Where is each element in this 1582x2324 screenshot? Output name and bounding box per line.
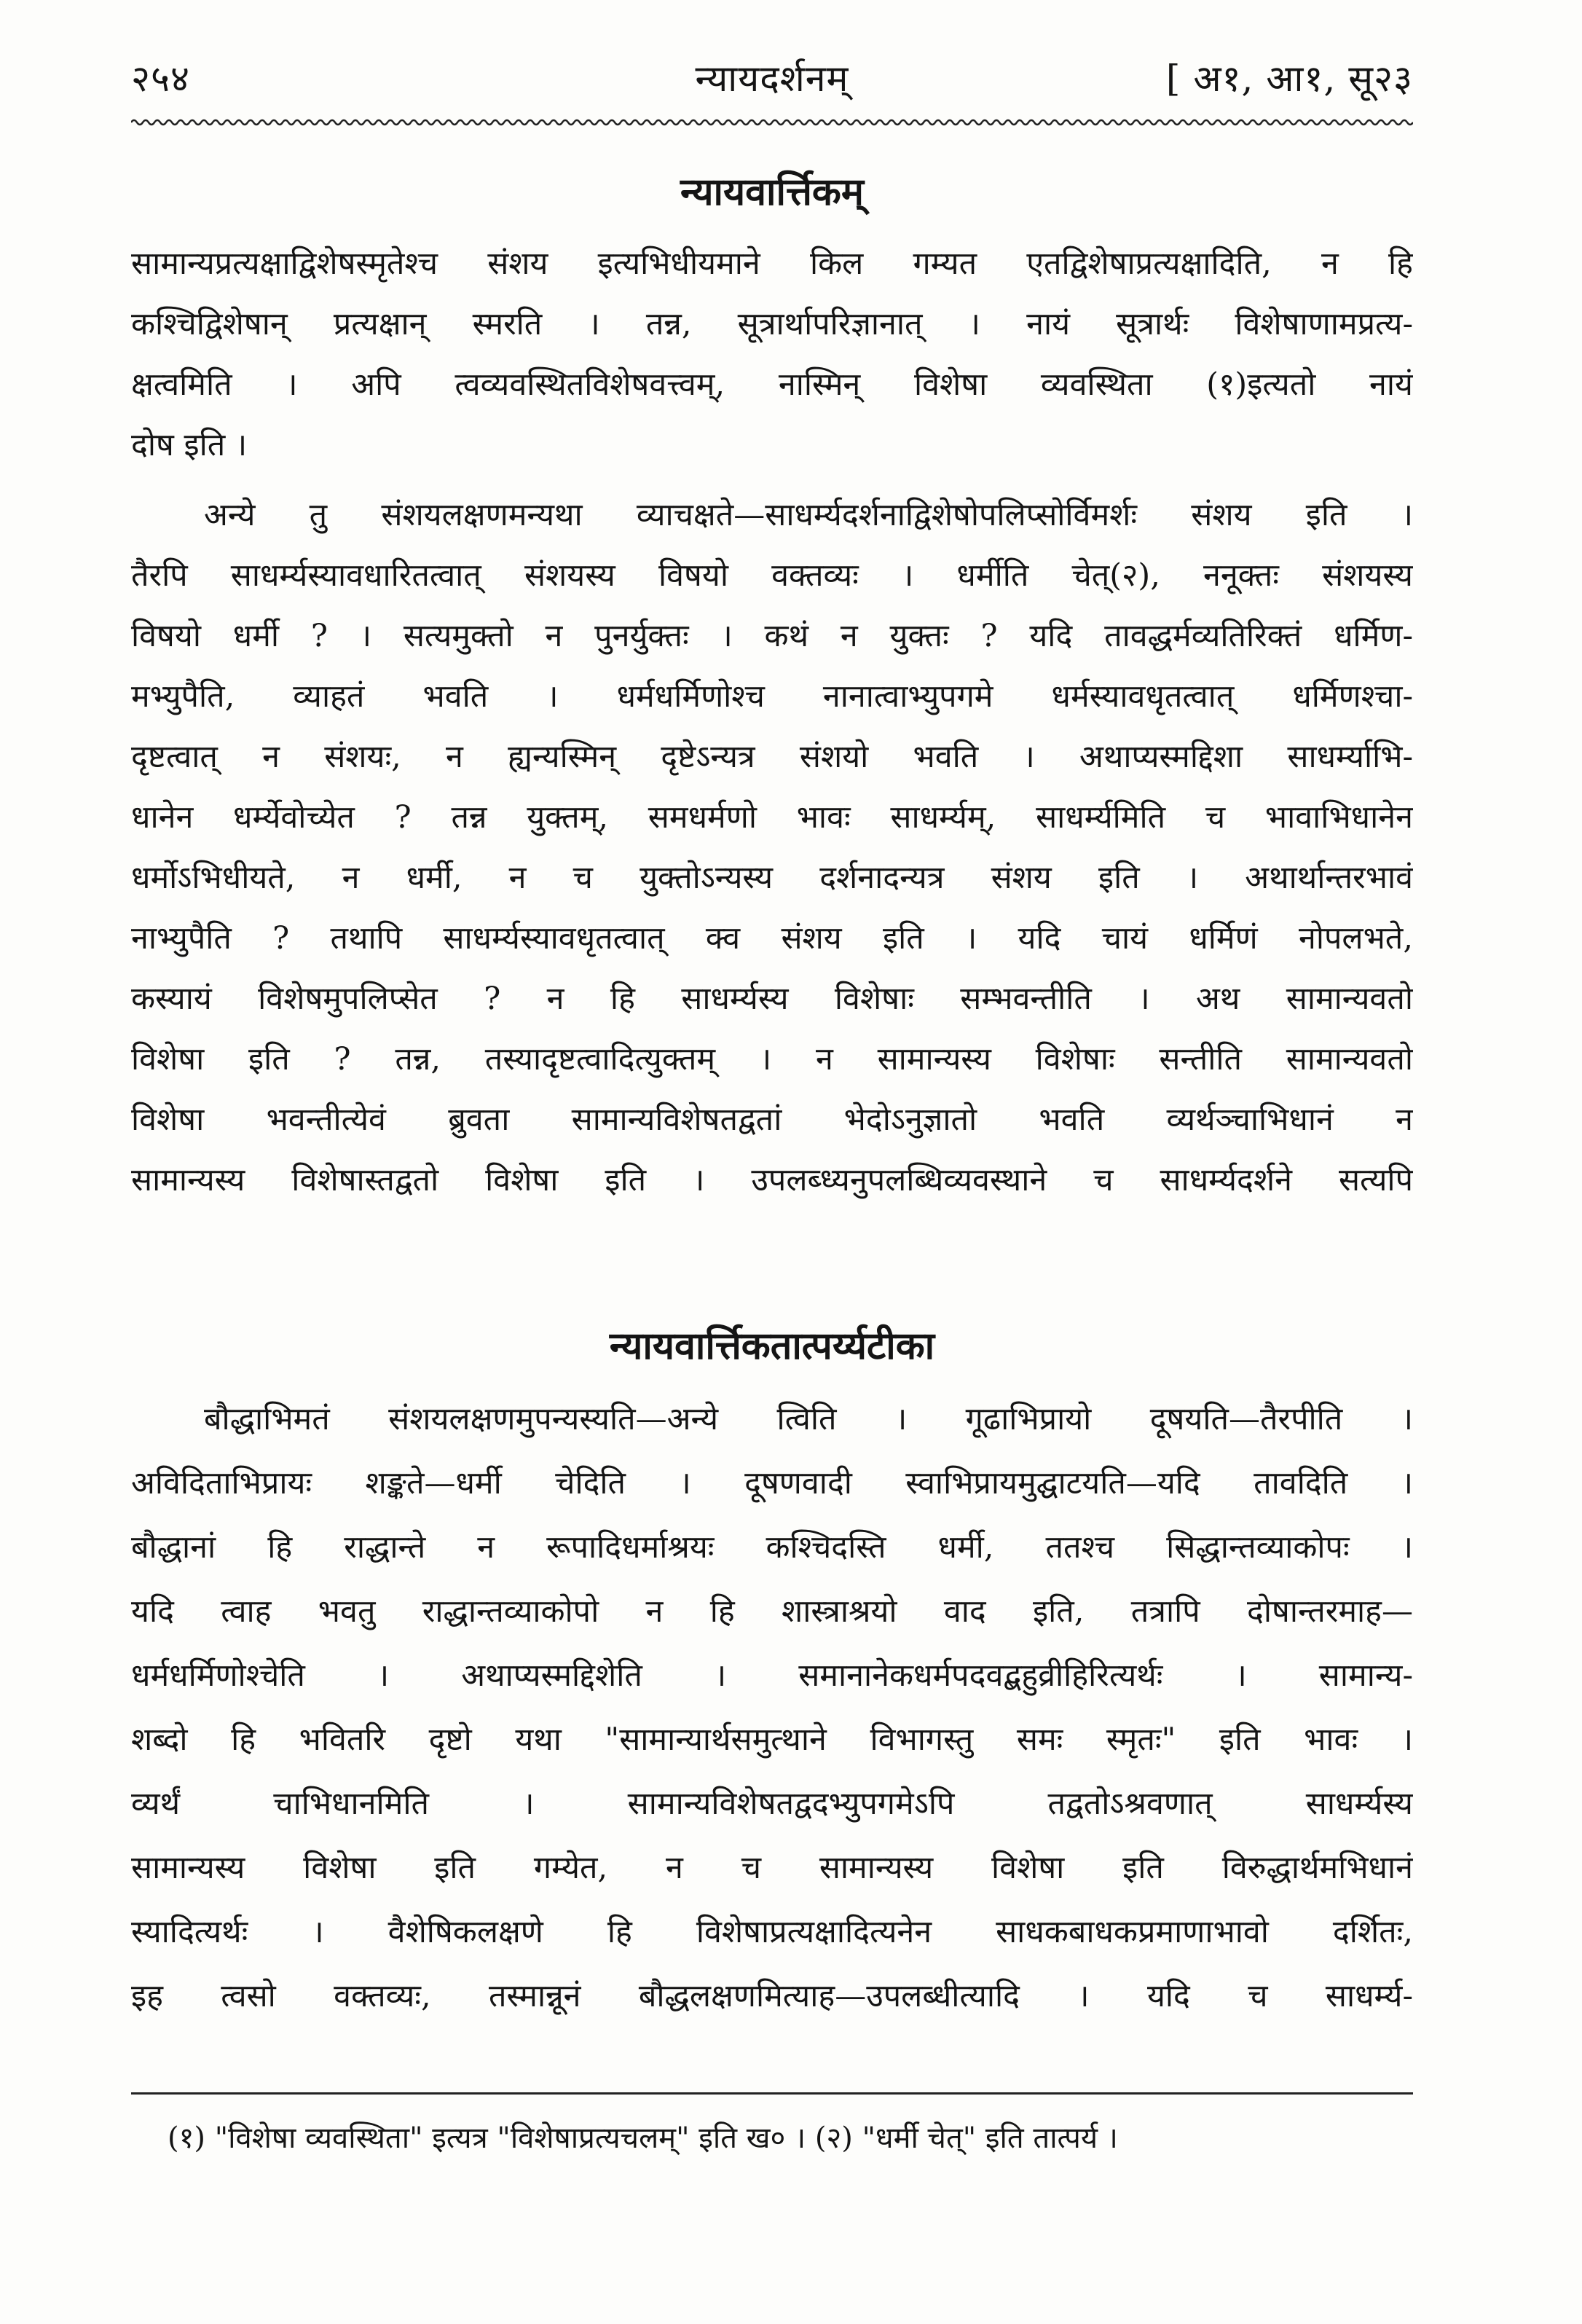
text-line: क्षत्वमिति । अपि त्वव्यवस्थितविशेषवत्त्वम्, नास्मिन् विशेषा व्यवस्थिता (१)इत्यतो नायं <box>131 366 1413 403</box>
text-line: शब्दो हि भवितरि दृष्टो यथा "सामान्यार्थसमुत्थाने विभागस्तु समः स्मृतः" इति भावः । <box>131 1722 1413 1758</box>
text-line: विषयो धर्मी ? । सत्यमुक्तो न पुनर्युक्तः । कथं न युक्तः ? यदि तावद्धर्मव्यतिरिक्तं धर्मिण- <box>131 618 1413 654</box>
footnotes: (१) "विशेषा व्यवस्थिता" इत्यत्र "विशेषाप्रत्यचलम्" इति ख० । (२) "धर्मी चेत्" इति तात्पर्य । <box>168 2121 1118 2155</box>
text-line: सामान्यस्य विशेषा इति गम्येत, न च सामान्यस्य विशेषा इति विरुद्धार्थमभिधानं <box>131 1850 1413 1886</box>
chapter-reference: [ अ१, आ१, सू२३ <box>1165 58 1413 100</box>
text-line: दोष इति । <box>131 427 248 463</box>
text-line: सामान्यस्य विशेषास्तद्वतो विशेषा इति । उपलब्ध्यनुपलब्धिव्यवस्थाने च साधर्म्यदर्शने सत्यपि <box>131 1162 1413 1198</box>
text-line: मभ्युपैति, व्याहतं भवति । धर्मधर्मिणोश्च नानात्वाभ्युपगमे धर्मस्यावधृतत्वात् धर्मिणश्चा- <box>131 678 1413 715</box>
text-line: यदि त्वाह भवतु राद्धान्तव्याकोपो न हि शास्त्राश्रयो वाद इति, तत्रापि दोषान्तरमाह— <box>131 1593 1413 1630</box>
text-line: अन्ये तु संशयलक्षणमन्यथा व्याचक्षते—साधर्म्यदर्शनाद्विशेषोपलिप्सोर्विमर्शः संशय इति । <box>204 497 1413 533</box>
text-line: विशेषा भवन्तीत्येवं ब्रुवता सामान्यविशेषतद्वतां भेदोऽनुज्ञातो भवति व्यर्थञ्चाभिधानं न <box>131 1102 1413 1138</box>
text-line: दृष्टत्वात् न संशयः, न ह्यन्यस्मिन् दृष्टेऽन्यत्र संशयो भवति । अथाप्यस्मद्दिशा साधर्म्याभि- <box>131 739 1413 775</box>
text-line: नाभ्युपैति ? तथापि साधर्म्यस्यावधृतत्वात् क्व संशय इति । यदि चायं धर्मिणं नोपलभते, <box>131 920 1413 957</box>
text-line: व्यर्थं चाभिधानमिति । सामान्यविशेषतद्वदभ्युपगमेऽपि तद्वतोऽश्रवणात् साधर्म्यस्य <box>131 1786 1413 1822</box>
text-line: कश्चिद्विशेषान् प्रत्यक्षान् स्मरति । तन्न, सूत्रार्थापरिज्ञानात् । नायं सूत्रार्थः विशेषाणामप्रत्य- <box>131 306 1413 342</box>
text-line: कस्यायं विशेषमुपलिप्सेत ? न हि साधर्म्यस्य विशेषाः सम्भवन्तीति । अथ सामान्यवतो <box>131 981 1413 1017</box>
section-title-tika: न्यायवार्त्तिकतात्पर्य्यटीका <box>609 1324 935 1368</box>
text-line: धर्मधर्मिणोश्चेति । अथाप्यस्मद्दिशेति । समानानेकधर्मपदवद्बहुव्रीहिरित्यर्थः । सामान्य- <box>131 1657 1413 1694</box>
section-title-vartika: न्यायवार्त्तिकम् <box>680 170 864 214</box>
text-line: सामान्यप्रत्यक्षाद्विशेषस्मृतेश्च संशय इत्यभिधीयमाने किल गम्यत एतद्विशेषाप्रत्यक्षादिति, न हि <box>131 246 1413 282</box>
text-line: धर्मोऽभिधीयते, न धर्मी, न च युक्तोऽन्यस्य दर्शनादन्यत्र संशय इति । अथार्थान्तरभावं <box>131 860 1413 896</box>
wavy-divider <box>131 117 1413 128</box>
running-header <box>131 52 1413 111</box>
text-line: स्यादित्यर्थः । वैशेषिकलक्षणे हि विशेषाप्रत्यक्षादित्यनेन साधकबाधकप्रमाणाभावो दर्शितः, <box>131 1914 1413 1950</box>
text-line: बौद्धाभिमतं संशयलक्षणमुपन्यस्यति—अन्ये त्विति । गूढाभिप्रायो दूषयति—तैरपीति । <box>204 1401 1413 1437</box>
book-title: न्यायदर्शनम् <box>695 58 849 100</box>
footnote-rule <box>131 2092 1413 2095</box>
text-line: तैरपि साधर्म्यस्यावधारितत्वात् संशयस्य विषयो वक्तव्यः । धर्मीति चेत्(२), ननूक्तः संशयस्य <box>131 557 1413 594</box>
text-line: अविदिताभिप्रायः शङ्कते—धर्मी चेदिति । दूषणवादी स्वाभिप्रायमुद्घाटयति—यदि तावदिति । <box>131 1465 1413 1501</box>
text-line: धानेन धर्म्येवोच्येत ? तन्न युक्तम्, समधर्मणो भावः साधर्म्यम्, साधर्म्यमिति च भावाभिधानेन <box>131 799 1413 836</box>
text-line: इह त्वसो वक्तव्यः, तस्मान्नूनं बौद्धलक्षणमित्याह—उपलब्धीत्यादि । यदि च साधर्म्य- <box>131 1978 1413 2014</box>
text-line: विशेषा इति ? तन्न, तस्यादृष्टत्वादित्युक्तम् । न सामान्यस्य विशेषाः सन्तीति सामान्यवतो <box>131 1041 1413 1077</box>
page-number: २५४ <box>131 58 190 100</box>
text-line: बौद्धानां हि राद्धान्ते न रूपादिधर्माश्रयः कश्चिदस्ति धर्मी, ततश्च सिद्धान्तव्याकोपः । <box>131 1529 1413 1566</box>
